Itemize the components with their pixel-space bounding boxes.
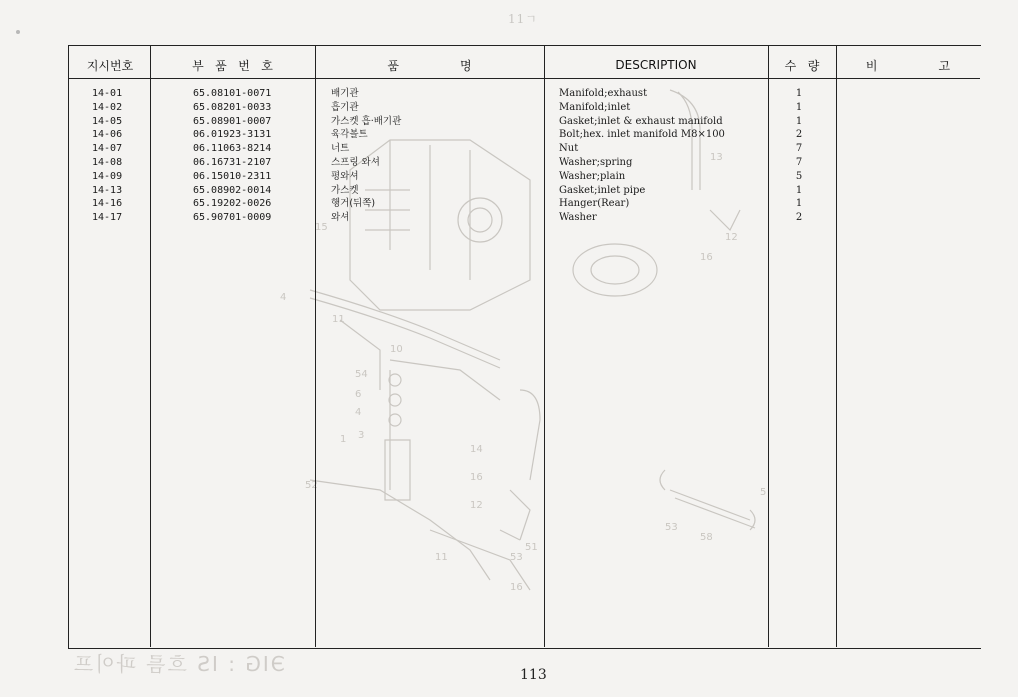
- korean-name-column: [331, 87, 401, 225]
- svg-text:12: 12: [725, 232, 738, 243]
- table-row-index: 14-01: [92, 88, 123, 99]
- table-row-index: 14-17: [92, 212, 123, 224]
- table-row-index: 14-05: [92, 115, 123, 127]
- table-row-description: Bolt;hex. inlet manifold M8×100: [559, 129, 725, 141]
- header-name-kr: 품 명: [387, 58, 472, 73]
- table-row-part: 65.19202-0026: [193, 198, 272, 210]
- header-part-number: 부 품 번 호: [192, 58, 273, 73]
- table-row-part: 06.11063-8214: [193, 143, 272, 155]
- table-row-index: 14-09: [92, 170, 123, 182]
- table-row-name: 흡기관: [331, 101, 359, 113]
- svg-text:52: 52: [305, 480, 318, 491]
- table-row-name: 스프링 와셔: [331, 156, 380, 168]
- svg-text:4: 4: [280, 292, 287, 303]
- svg-text:3: 3: [358, 430, 365, 441]
- svg-text:16: 16: [700, 252, 713, 263]
- table-row-name: 와셔: [331, 212, 350, 224]
- svg-text:6: 6: [355, 389, 362, 400]
- header-description: DESCRIPTION: [615, 58, 697, 72]
- col-divider-1: [150, 45, 151, 647]
- svg-text:10: 10: [390, 344, 403, 355]
- table-row-part: 65.08901-0007: [193, 115, 272, 127]
- table-row-qty: 7: [795, 143, 803, 155]
- header-divider: [68, 78, 980, 79]
- table-row-description: Washer: [559, 212, 597, 224]
- index-column: [92, 87, 122, 225]
- table-row-description: Manifold;inlet: [559, 101, 631, 113]
- table-row-part: 06.01923-3131: [193, 129, 272, 141]
- table-row-name: 너트: [331, 143, 350, 155]
- table-row-part: 06.16731-2107: [193, 156, 272, 168]
- table-row-qty: 1: [795, 101, 803, 113]
- table-row-qty: 1: [795, 184, 803, 196]
- svg-text:51: 51: [525, 542, 538, 553]
- table-row-qty: 1: [795, 115, 803, 127]
- header-quantity: 수 량: [784, 58, 820, 73]
- svg-text:1: 1: [340, 434, 347, 445]
- quantity-column: [794, 87, 804, 225]
- col-divider-2: [315, 45, 316, 647]
- table-row-description: Washer;spring: [559, 156, 633, 168]
- table-row-part: 65.90701-0009: [193, 212, 272, 224]
- table-row-part: 65.08101-0071: [193, 88, 272, 99]
- svg-text:53: 53: [665, 522, 678, 533]
- svg-text:58: 58: [700, 532, 713, 543]
- table-row-description: Manifold;exhaust: [559, 88, 648, 99]
- table-row-index: 14-13: [92, 184, 123, 196]
- table-row-index: 14-02: [92, 101, 123, 113]
- table-row-index: 14-06: [92, 129, 123, 141]
- svg-text:16: 16: [470, 472, 483, 483]
- table-row-qty: 5: [795, 170, 803, 182]
- col-divider-3: [544, 45, 545, 647]
- svg-text:11: 11: [332, 314, 345, 325]
- table-row-qty: 1: [795, 88, 803, 99]
- table-row-part: 06.15010-2311: [193, 170, 272, 182]
- table-row-name: 행거(뒤쪽): [331, 198, 376, 210]
- svg-text:12: 12: [470, 500, 483, 511]
- col-divider-5: [836, 45, 837, 647]
- ghost-header-bleed: 11ㄱ: [508, 12, 538, 26]
- description-column: [559, 87, 725, 225]
- table-row-name: 평와셔: [331, 170, 359, 182]
- table-row-name: 가스켓: [331, 184, 359, 196]
- svg-text:54: 54: [355, 369, 368, 380]
- table-row-index: 14-16: [92, 198, 123, 210]
- table-row-description: Gasket;inlet pipe: [559, 184, 646, 196]
- table-row-description: Hanger(Rear): [559, 198, 630, 210]
- svg-text:5: 5: [760, 487, 767, 498]
- table-row-index: 14-07: [92, 143, 123, 155]
- table-row-qty: 2: [795, 212, 803, 224]
- table-row-qty: 2: [795, 129, 803, 141]
- table-row-name: 육각볼트: [331, 129, 368, 141]
- table-row-description: Gasket;inlet & exhaust manifold: [559, 115, 723, 127]
- header-remarks: 비 고: [865, 58, 951, 73]
- table-row-part: 65.08902-0014: [193, 184, 272, 196]
- part-number-column: [193, 87, 271, 225]
- svg-text:4: 4: [355, 407, 362, 418]
- table-row-qty: 1: [795, 198, 803, 210]
- table-row-qty: 7: [795, 156, 803, 168]
- page-number: 113: [520, 667, 547, 683]
- svg-text:15: 15: [315, 222, 328, 233]
- table-row-description: Nut: [559, 143, 579, 155]
- svg-text:11: 11: [435, 552, 448, 563]
- table-row-part: 65.08201-0033: [193, 101, 272, 113]
- svg-text:16: 16: [510, 582, 523, 593]
- table-row-description: Washer;plain: [559, 170, 626, 182]
- ghost-caption-bleed: ЭIG : IS 흐름 파이프: [72, 652, 285, 676]
- table-row-index: 14-08: [92, 156, 123, 168]
- svg-text:14: 14: [470, 444, 483, 455]
- table-row-name: 가스켓 흡·배기관: [331, 115, 402, 127]
- header-index: 지시번호: [86, 58, 134, 73]
- col-divider-4: [768, 45, 769, 647]
- svg-text:13: 13: [710, 152, 723, 163]
- table-row-name: 배기관: [331, 88, 359, 99]
- scan-speck: [16, 30, 20, 34]
- svg-text:53: 53: [510, 552, 523, 563]
